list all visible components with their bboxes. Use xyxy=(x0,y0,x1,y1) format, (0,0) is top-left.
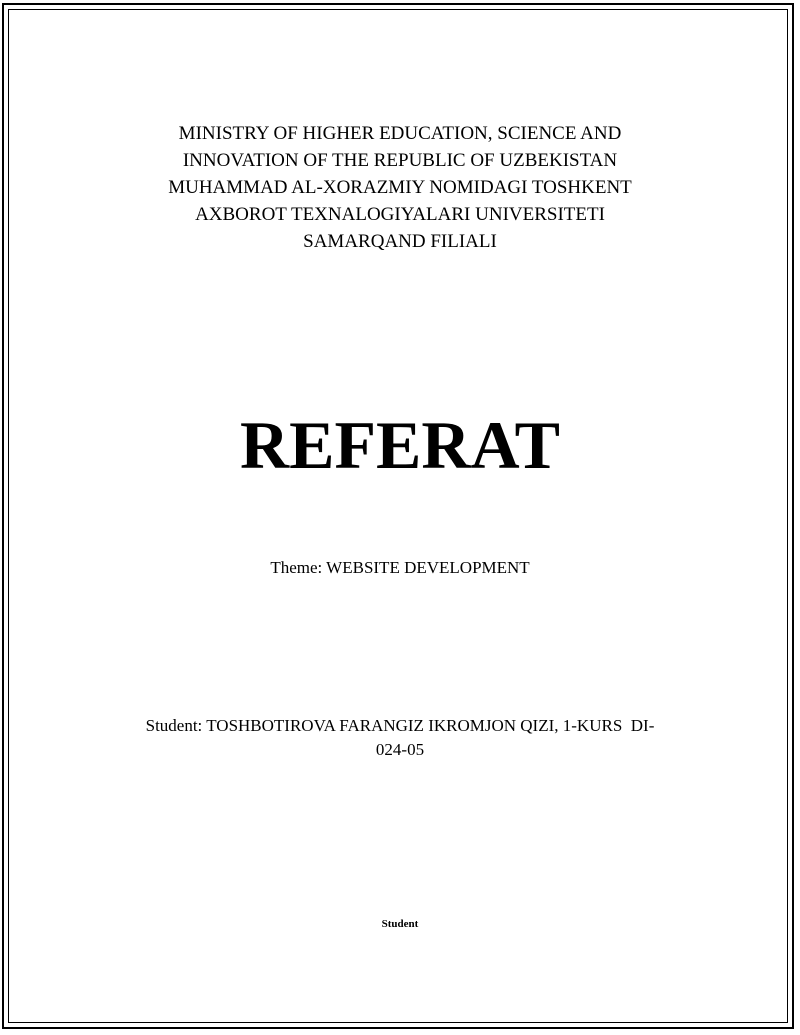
header-line-2: INNOVATION OF THE REPUBLIC OF UZBEKISTAN xyxy=(182,150,618,171)
header-line-5: SAMARQAND FILIALI xyxy=(303,231,497,252)
header-line-4: AXBOROT TEXNALOGIYALARI UNIVERSITETI xyxy=(195,204,605,225)
document-title: REFERAT xyxy=(240,407,560,483)
student-line-2: 024-05 xyxy=(375,740,425,759)
header-line-3: MUHAMMAD AL-XORAZMIY NOMIDAGI TOSHKENT xyxy=(168,177,632,198)
institution-header xyxy=(0,120,800,255)
footer-student-label: Student xyxy=(381,918,419,930)
student-line-1: Student: TOSHBOTIROVA FARANGIZ IKROMJON QIZI, 1-KURS DI- xyxy=(145,716,655,735)
theme-line: Theme: WEBSITE DEVELOPMENT xyxy=(270,558,530,577)
student-info xyxy=(0,714,800,762)
header-line-1: MINISTRY OF HIGHER EDUCATION, SCIENCE AND xyxy=(178,123,622,144)
